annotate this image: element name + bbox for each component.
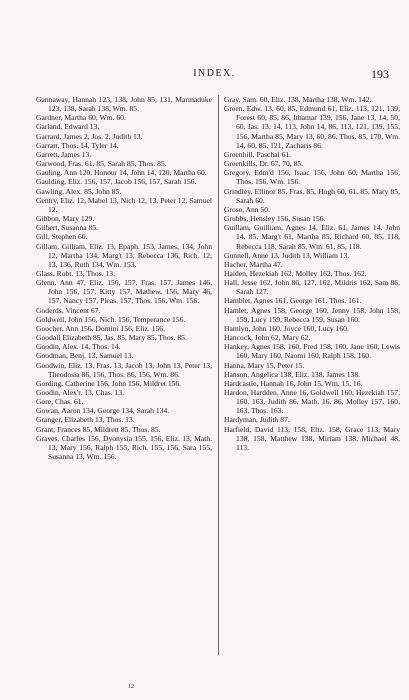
index-entry: Garrard, James 2, Jos. 2, Judith 13. bbox=[36, 131, 143, 141]
index-entry: Hanson, Angelica 138, Eliz. 138, James 138. bbox=[224, 369, 361, 379]
index-entry: Hancock, John 62, Mary 62. bbox=[224, 333, 311, 343]
index-entry: Gibbon, Mary 129. bbox=[36, 214, 95, 224]
index-entry: Garratt, Thos. 14, Tyler 14. bbox=[36, 140, 119, 150]
index-entry: Hamblet, Agnes 161, George 161, Thos. 161. bbox=[224, 296, 362, 306]
index-entry: Greenkills, Dr. 67, 70, 85. bbox=[224, 159, 304, 169]
index-entry: Gannaway, Hannah 123, 138, John 85, 131, Marmaduke 123, 138, Sarah 138, Wm. 85. bbox=[36, 95, 212, 114]
index-entry: Gillam, Gilliam, Eliz. 13, Epaph. 153, James, 134, John 12, Martha 134, Marg't 13, Rebecca 136, Rich. 12, 13, 136, Ruth 134, Wm. 153. bbox=[36, 241, 212, 269]
index-entry: Hamlet, Agnes 158, George 160, Jenny 158, John 158, 159, Lucy 159, Rebecca 159, Susan 160. bbox=[224, 305, 400, 324]
index-entry: Goocher, Ann 156, Domini 156, Eliz. 156. bbox=[36, 323, 165, 333]
index-entry: Hardon, Hardden, Anne 16, Goldwell 160, Hezekiah 157, 160, 163, Judith 86, Math. 16, 86, Molley 157, 160, 163, Thos. 163. bbox=[224, 388, 400, 416]
index-entry: Grindley, Ellinor 85, Fras. 85, Hugh 60, 61, 85, Mary 85, Sarah 60. bbox=[224, 186, 400, 205]
index-entry: Graves, Charles 156, Dyonysia 155, 156, Eliz. 13, Math. 13, Mary 156, Ralph 155, Rich. 155, 156, Sara 155, Susanna 13, Wm. 156. bbox=[36, 433, 212, 462]
index-entry: Garland, Edward 13. bbox=[36, 122, 100, 132]
index-entry: Grant, Frances 85, Mildrett 85, Thos. 85. bbox=[36, 424, 161, 434]
index-entry: Guillam, Guilliam, Agnes 14, Eliz. 61, James 14, John 14, 85, Marg't 61, Martha 85, Richard 60, 85, 118, Rebecca 118, Sarah 85, Wm. 61, 85, 118. bbox=[224, 223, 400, 251]
index-entry: Gill, Stephen 60. bbox=[36, 232, 88, 242]
running-title: INDEX. bbox=[193, 68, 236, 79]
index-entry: Haiden, Hezekiah 162, Molley 162, Thos. 162. bbox=[224, 268, 367, 278]
index-entry: Gowan, Aaron 134, George 134, Sarah 134. bbox=[36, 406, 170, 416]
index-entry: Hardcastle, Hannah 16, John 15, Wm. 15, 16. bbox=[224, 378, 363, 388]
index-entry: Hacher, Martha 47. bbox=[224, 259, 283, 269]
index-columns bbox=[36, 95, 400, 675]
index-entry: Greenhill, Paschal 61. bbox=[224, 149, 292, 159]
index-entry: Glass, Robt. 13, Thos. 13. bbox=[36, 268, 115, 278]
index-entry: Hall, Jesse 162, John 86, 127, 162, Mildris 162, Sam 86, Sarah 127. bbox=[224, 278, 400, 297]
page-number: 193 bbox=[371, 67, 389, 81]
index-entry: Hardyman, Judith 87. bbox=[224, 415, 290, 425]
index-entry: Goodwin, Eliz. 13, Fras. 13, Jacob 13, John 13, Peter 13, Theodosia 86, 156, Thos. 86, 156, Wm. 86. bbox=[36, 360, 212, 379]
column-divider bbox=[218, 95, 219, 655]
index-entry: Gunnell, Anne 13, Judith 13, William 13. bbox=[224, 250, 350, 260]
index-entry: Goodin, Alex'r. 13, Chas. 13. bbox=[36, 388, 125, 397]
index-entry: Goodman, Benj. 13, Samuel 13. bbox=[36, 351, 134, 361]
index-entry: Goldwell, John 156, Nich. 156, Temperance 156. bbox=[36, 314, 186, 324]
index-entry: Goderds, Vincent 67. bbox=[36, 305, 101, 315]
index-entry: Gardner, Martha 60, Wm. 60. bbox=[36, 113, 126, 123]
index-entry: Goodall Elizabeth 85, Jas. 85, Mary 85, Thos. 85. bbox=[36, 333, 187, 343]
index-entry: Grose, Ann 50. bbox=[224, 204, 270, 214]
index-entry: Granger, Elizabeth 13, Thos. 13. bbox=[36, 415, 135, 425]
index-entry: Gording, Catherine 156, John 156, Mildret 156. bbox=[36, 378, 182, 388]
index-entry: Gilbert, Susanna 85. bbox=[36, 223, 99, 233]
index-entry: Green, Edw. 13, 60, 85, Edmund 61, Eliz. 113, 121, 139, Forest 60, 85, 86, Ithamar 139, 156, Jane 13, 14, 50, 60, Jas. 13, 14, 113, John 14, 86, 113, 121, 139, 155, 156, Martha 85, Mary 13, 60, 86, Thos. 85, 170, Wm. 14, 60, 85, 121, Zacharis 86. bbox=[224, 104, 400, 150]
index-entry: Hanna, Mary 15, Peter 15. bbox=[224, 360, 305, 370]
right-column bbox=[224, 95, 400, 675]
page-header bbox=[40, 68, 389, 84]
index-entry: Garwood, Fras. 61, 85, Sarah 85, Thos. 85. bbox=[36, 159, 167, 169]
index-entry: Garrett, James 13. bbox=[36, 149, 92, 159]
index-entry: Gore, Chas. 61. bbox=[36, 397, 84, 407]
index-entry: Gray, Sam. 60, Eliz. 138, Martha 138, Wm. 142. bbox=[224, 95, 372, 104]
index-entry: Hankey, Agnes 158, 160, Fred 158, 160, Jane 160, Lewis 160, Mary 160, Naomi 160, Ralph 158, 160. bbox=[224, 342, 400, 361]
index-entry: Gaulding, Eliz. 156, 157, Jacob 156, 157, Sarah 156. bbox=[36, 177, 197, 187]
index-entry: Gawling, Alex. 85, John 85. bbox=[36, 186, 122, 196]
index-entry: Goodin, Alex. 14, Thos. 14. bbox=[36, 342, 121, 352]
index-entry: Gentry, Eliz. 12, Mabel 13, Nich 12, 13, Peter 12, Samuel 12. bbox=[36, 195, 212, 214]
left-column bbox=[36, 95, 212, 675]
index-entry: Gauling, Ann 120, Honour 14, John 14, 120, Martha 60. bbox=[36, 168, 207, 178]
index-entry: Gregory, Edm'd 156, Isaac 156, John 60, Martha 156, Thos. 156, Wm. 156. bbox=[224, 168, 400, 187]
index-entry: Grubbs, Hensley 156, Susan 156. bbox=[224, 214, 326, 224]
index-entry: Glenn, Ann 47, Eliz. 156, 157, Fras. 157, James 146, John 156, 157, Kitty 157, Mathew, 156, Mary 46, 157, Nancy 157, Pleas. 157, Thos. 156, Wm. 156. bbox=[36, 278, 212, 306]
index-entry: Harfield, David 113, 158, Eliz. 158, Grace 113, Mary 138, 158, Matthew 138, Miriam 138, Michael 48, 113. bbox=[224, 424, 400, 452]
signature-mark: 12 bbox=[128, 684, 134, 690]
index-entry: Hamlyn, John 160, Joyce 160, Lucy 160. bbox=[224, 323, 349, 333]
